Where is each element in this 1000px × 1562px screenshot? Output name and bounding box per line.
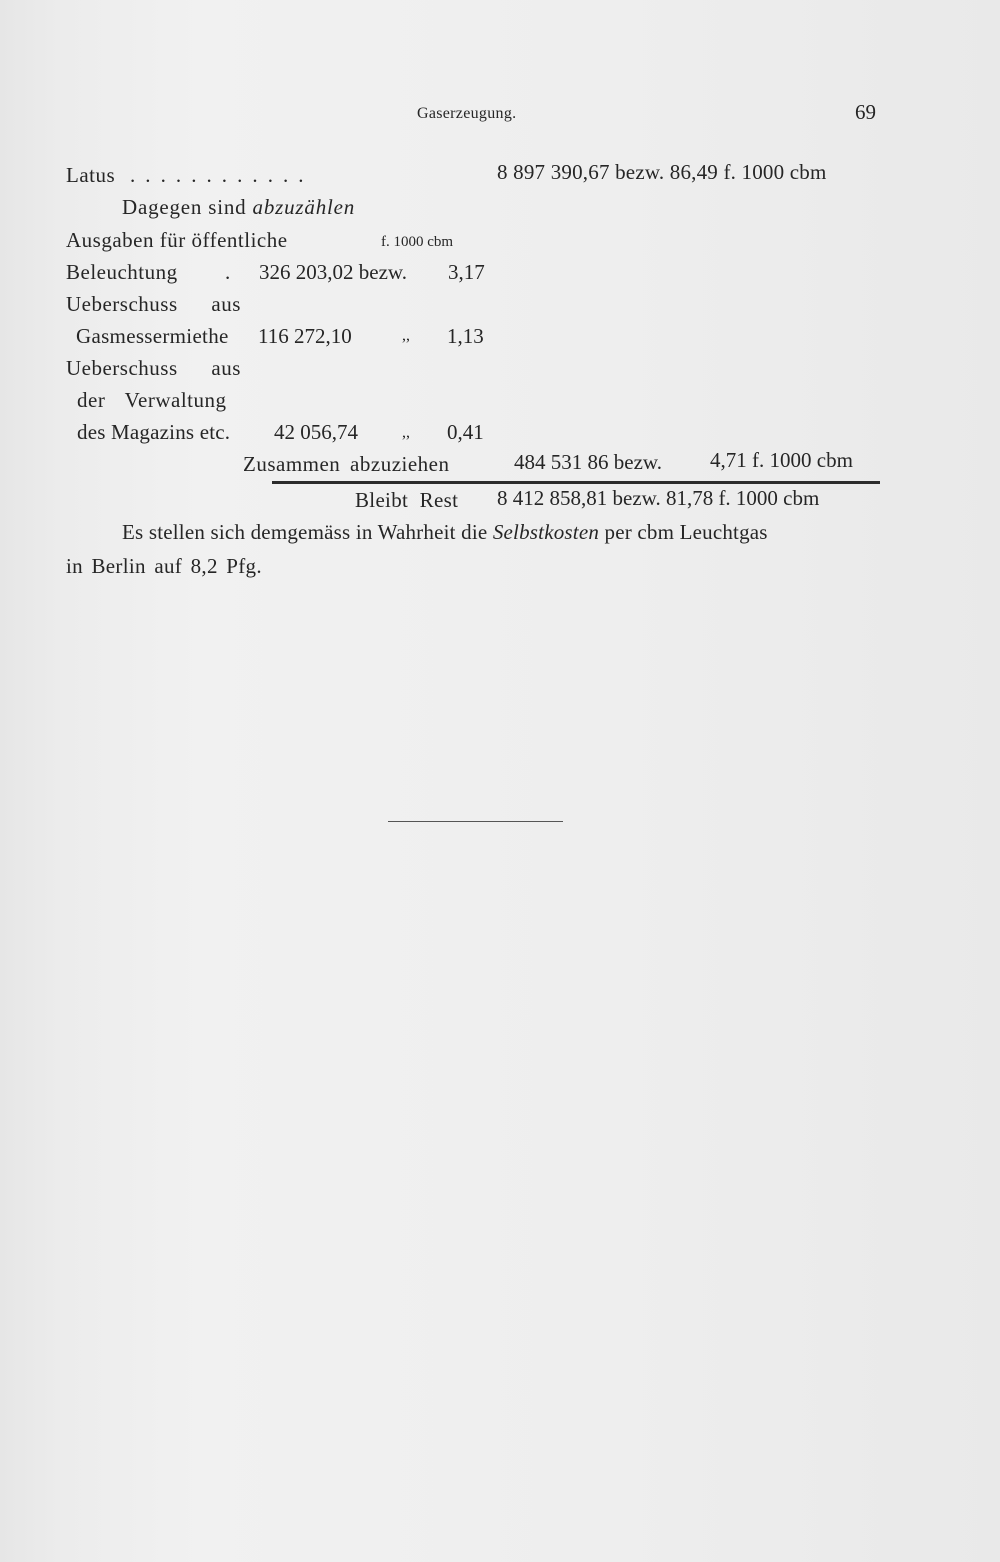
latus-label: Latus: [66, 163, 116, 187]
page-number: 69: [855, 100, 876, 124]
magazin-label: des Magazins etc.: [77, 420, 231, 444]
ueberschuss-label-2: Ueberschuss aus: [66, 356, 241, 380]
zusammen-per-1000: 4,71 f. 1000 cbm: [710, 448, 853, 472]
paragraph-text-end: per cbm Leuchtgas: [599, 520, 768, 544]
gasmesser-ditto-mark: ,,: [402, 327, 410, 344]
section-end-rule: [388, 821, 563, 822]
beleuchtung-per-1000: 3,17: [448, 260, 485, 284]
magazin-per-1000: 0,41: [447, 420, 484, 444]
dagegen-heading: [122, 197, 355, 218]
gasmesser-label: Gasmessermiethe: [76, 324, 229, 348]
ausgaben-label: Ausgaben für öffentliche: [66, 228, 288, 252]
sum-rule: [272, 481, 880, 484]
beleuchtung-amount: 326 203,02 bezw.: [259, 260, 407, 284]
unit-header: f. 1000 cbm: [381, 234, 454, 250]
gasmesser-per-1000: 1,13: [447, 324, 484, 348]
paragraph-line-1: [122, 522, 768, 543]
verwaltung-label: der Verwaltung: [77, 388, 227, 412]
gasmesser-amount: 116 272,10: [258, 324, 352, 348]
dagegen-emphasis: abzuzählen: [252, 195, 356, 219]
ueberschuss-label-1: Ueberschuss aus: [66, 292, 241, 316]
beleuchtung-dot: .: [225, 260, 231, 284]
paragraph-text: Es stellen sich demgemäss in Wahrheit die: [122, 520, 493, 544]
magazin-ditto-mark: ,,: [402, 424, 410, 441]
latus-amount: 8 897 390,67 bezw. 86,49 f. 1000 cbm: [497, 160, 827, 184]
dagegen-text: Dagegen sind: [122, 195, 253, 219]
magazin-amount: 42 056,74: [274, 420, 358, 444]
running-title: Gaserzeugung.: [417, 105, 517, 122]
beleuchtung-label: Beleuchtung: [66, 260, 178, 284]
rest-label: Bleibt Rest: [355, 488, 459, 512]
paragraph-line-2: in Berlin auf 8,2 Pfg.: [66, 554, 262, 578]
zusammen-amount: 484 531 86 bezw.: [514, 450, 662, 474]
rest-amount: 8 412 858,81 bezw. 81,78 f. 1000 cbm: [497, 486, 820, 510]
zusammen-label: Zusammen abzuziehen: [243, 452, 450, 476]
leader-dots: . . . . . . . . . . . .: [130, 163, 306, 187]
paragraph-emphasis: Selbstkosten: [492, 520, 600, 544]
